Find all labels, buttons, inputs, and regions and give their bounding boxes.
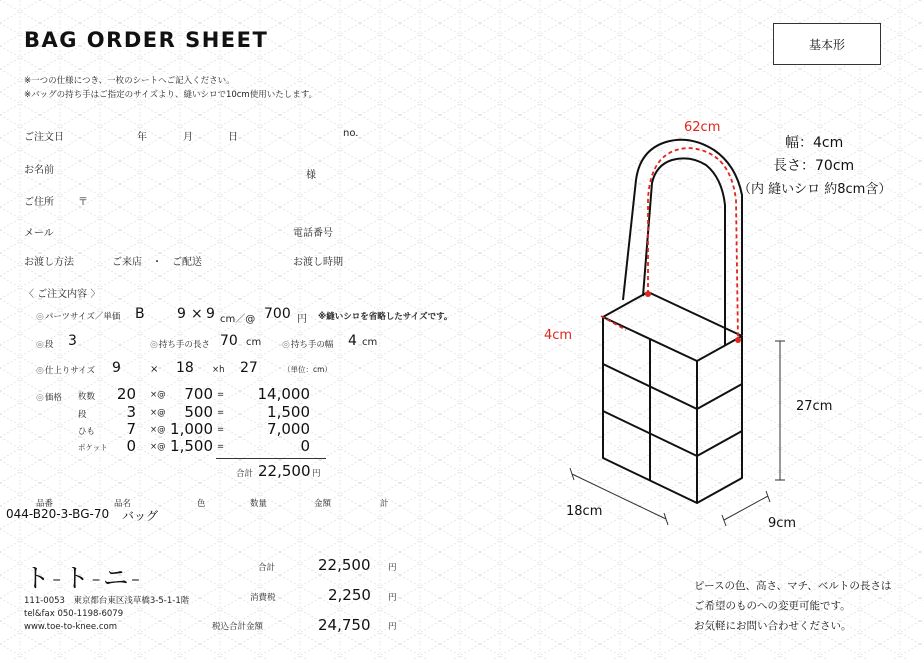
measure-dot-1 <box>645 291 651 297</box>
price-row-at: ×@ <box>150 442 166 452</box>
price-row-at: ×@ <box>150 390 166 400</box>
col-header-total: 計 <box>380 499 389 509</box>
postal-mark: 〒 <box>78 197 88 208</box>
handle-length-unit: cm <box>246 337 262 348</box>
handle-inner <box>643 158 725 345</box>
price-row-unit-price: 1,000 <box>170 420 213 438</box>
parts-unit: cm／@ <box>220 314 256 325</box>
price-row-unit-price: 700 <box>184 385 213 403</box>
col-header-name: 品名 <box>114 499 132 509</box>
footnote-line-1: ピースの色、高さ、マチ、ベルトの長さは <box>694 580 892 592</box>
price-row-amount: 7,000 <box>267 420 310 438</box>
product-name: バッグ <box>122 509 159 523</box>
handle-length-label: ◎ 持ち手の長さ <box>150 338 210 350</box>
handle-width-value: 4 <box>348 333 357 349</box>
side-grid-h1 <box>697 384 742 409</box>
col-header-amount: 金額 <box>314 499 332 509</box>
phone-label: 電話番号 <box>293 228 333 239</box>
finished-height: 27 <box>240 360 258 376</box>
price-row-label: ひも <box>78 427 96 437</box>
delivery-options: ご来店 ・ ご配送 <box>112 257 202 268</box>
price-row-amount: 0 <box>300 437 310 455</box>
depth-label: 9cm <box>768 516 797 531</box>
price-row-qty: 3 <box>126 403 136 421</box>
price-rows <box>78 385 328 455</box>
sum-value: 22,500 <box>318 556 371 574</box>
product-code: 044-B20-3-BG-70 <box>6 507 110 521</box>
price-row-unit-price: 1,500 <box>170 437 213 455</box>
note-line-2: ※バッグの持ち手はご指定のサイズより、縫いシロで10cm使用いたします。 <box>24 90 318 100</box>
col-header-code: 品番 <box>36 499 54 509</box>
footnote-line-3: お気軽にお問い合わせください。 <box>694 620 852 632</box>
subtotal-unit: 円 <box>312 469 321 479</box>
day-label: 日 <box>228 132 238 143</box>
finished-size-label: ◎ 仕上りサイズ <box>36 364 95 376</box>
finished-width: 9 <box>112 360 121 376</box>
order-section-label: 〈 ご注文内容 〉 <box>24 289 101 300</box>
price-row-unit-price: 500 <box>184 403 213 421</box>
order-no-label: no. <box>343 128 359 139</box>
delivery-method-label: お渡し方法 <box>24 257 74 268</box>
price-row-eq: = <box>217 390 225 400</box>
parts-size-label: ◎ パーツサイズ／単価 <box>36 310 120 322</box>
company-web: www.toe-to-knee.com <box>24 622 117 632</box>
page-title: BAG ORDER SHEET <box>24 28 269 52</box>
subtotal-divider <box>216 458 326 459</box>
type-box: 基本形 <box>773 23 881 65</box>
depth-dim <box>722 491 770 526</box>
price-row-at: ×@ <box>150 425 166 435</box>
finished-unit: （単位：cm） <box>283 365 332 374</box>
price-row <box>78 403 328 420</box>
tiers-label: ◎ 段 <box>36 338 53 350</box>
grand-total-label: 税込合計金額 <box>212 622 264 632</box>
handle-width-unit: cm <box>362 337 378 348</box>
handle-length-value: 70 <box>220 333 238 349</box>
price-row-amount: 14,000 <box>257 385 310 403</box>
spec-note: （内 縫いシロ 約8cm含） <box>738 182 892 197</box>
price-row-at: ×@ <box>150 408 166 418</box>
col-header-color: 色 <box>197 499 206 509</box>
box-top <box>603 292 742 361</box>
finished-h-mark: ×h <box>212 365 225 375</box>
price-row-label: 段 <box>78 410 87 420</box>
price-row-eq: = <box>217 442 225 452</box>
tax-label: 消費税 <box>250 593 276 603</box>
sum-yen: 円 <box>388 563 397 573</box>
price-row-eq: = <box>217 425 225 435</box>
parts-height: 9 <box>206 306 215 322</box>
spec-length: 長さ：70cm <box>773 158 855 174</box>
price-row-qty: 0 <box>126 437 136 455</box>
finished-x: × <box>150 364 159 375</box>
price-row <box>78 420 328 437</box>
price-row-qty: 7 <box>126 420 136 438</box>
company-address: 111-0053 東京都台東区浅草橋3-5-1-1階 <box>24 596 190 606</box>
name-label: お名前 <box>24 165 54 176</box>
month-label: 月 <box>183 132 193 143</box>
company-telfax: tel&fax 050-1198-6079 <box>24 609 124 619</box>
company-logo: ト-ト-ニ- <box>24 564 143 594</box>
price-row-eq: = <box>217 408 225 418</box>
box-side <box>697 336 742 503</box>
address-label: ご住所 <box>24 197 54 208</box>
finished-depth: 18 <box>176 360 194 376</box>
spec-width: 幅：4cm <box>785 135 844 151</box>
side-width-label: 4cm <box>544 328 573 343</box>
note-line-1: ※一つの仕様につき、一枚のシートへご記入ください。 <box>24 76 235 86</box>
parts-width: 9 <box>177 306 186 322</box>
handle-width-label: ◎ 持ち手の幅 <box>282 338 333 350</box>
tax-yen: 円 <box>388 593 397 603</box>
price-row-qty: 20 <box>116 385 136 403</box>
honorific-label: 様 <box>306 170 316 181</box>
parts-price: 700 <box>264 306 291 322</box>
price-row <box>78 385 328 403</box>
tiers-value: 3 <box>68 333 77 349</box>
handle-arc-label: 62cm <box>684 120 721 135</box>
parts-times: × <box>191 306 203 322</box>
sum-label: 合計 <box>258 563 276 573</box>
price-row-amount: 1,500 <box>267 403 310 421</box>
height-label: 27cm <box>796 399 833 414</box>
delivery-time-label: お渡し時期 <box>293 257 343 268</box>
side-grid-h2 <box>697 431 742 456</box>
price-row-label: ポケット <box>78 443 108 452</box>
grand-total-yen: 円 <box>388 622 397 632</box>
grand-total-value: 24,750 <box>318 616 371 634</box>
parts-grade: B <box>135 306 145 322</box>
year-label: 年 <box>137 132 147 143</box>
price-row <box>78 437 328 455</box>
tax-value: 2,250 <box>328 586 371 604</box>
subtotal-value: 22,500 <box>258 462 311 480</box>
parts-note: ※縫いシロを省略したサイズです。 <box>318 312 453 322</box>
width-label: 18cm <box>566 504 603 519</box>
subtotal-label: 合計 <box>236 469 254 479</box>
price-label: ◎ 価格 <box>36 391 62 403</box>
height-dim <box>775 341 785 480</box>
footnote-line-2: ご希望のものへの変更可能です。 <box>694 600 851 612</box>
col-header-qty: 数量 <box>250 499 268 509</box>
order-date-label: ご注文日 <box>24 132 64 143</box>
email-label: メール <box>24 228 54 239</box>
measure-dot-2 <box>735 337 741 343</box>
price-row-label: 枚数 <box>78 392 96 402</box>
parts-price-unit: 円 <box>297 314 307 325</box>
